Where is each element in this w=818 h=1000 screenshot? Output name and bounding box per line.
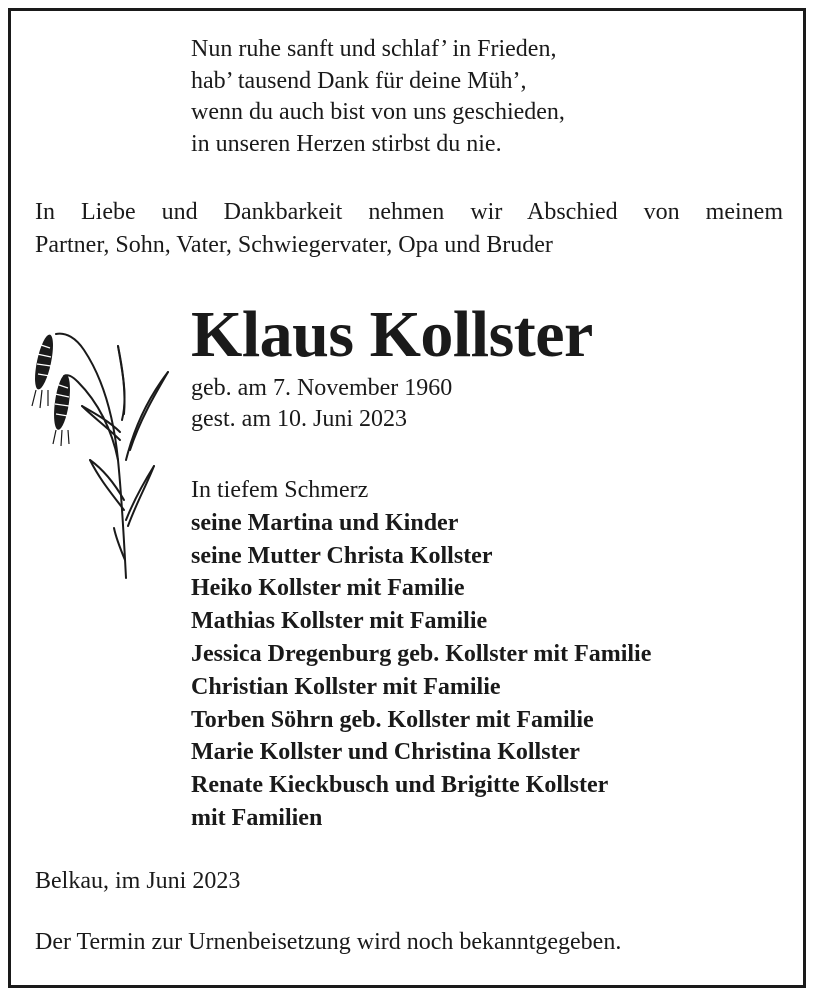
mourner-line: Jessica Dregenburg geb. Kollster mit Familie xyxy=(191,640,652,667)
poem-line: hab’ tausend Dank für deine Müh’, xyxy=(191,67,527,94)
mourner-line: Marie Kollster und Christina Kollster xyxy=(191,739,580,766)
death-date: gest. am 10. Juni 2023 xyxy=(191,406,407,432)
deceased-name: Klaus Kollster xyxy=(191,298,593,371)
mourner-line: seine Martina und Kinder xyxy=(191,509,459,536)
poem xyxy=(191,34,565,160)
poem-line: Nun ruhe sanft und schlaf’ in Frieden, xyxy=(191,36,557,62)
mourners-heading: In tiefem Schmerz xyxy=(191,477,369,503)
intro-text xyxy=(35,196,783,262)
birth-date: geb. am 7. November 1960 xyxy=(191,375,453,401)
poem-line: wenn du auch bist von uns geschieden, xyxy=(191,99,565,125)
funeral-note: Der Termin zur Urnenbeisetzung wird noch bekanntgegeben. xyxy=(35,929,622,955)
mourner-line: mit Familien xyxy=(191,804,323,831)
mourner-line: Christian Kollster mit Familie xyxy=(191,673,501,700)
mourner-line: Torben Söhrn geb. Kollster mit Familie xyxy=(191,706,594,733)
wheat-icon xyxy=(26,310,176,580)
mourners-block xyxy=(191,474,651,835)
place-date: Belkau, im Juni 2023 xyxy=(35,868,241,894)
intro-line: In Liebe und Dankbarkeit nehmen wir Abschied von meinem xyxy=(35,199,783,225)
mourner-line: Heiko Kollster mit Familie xyxy=(191,575,465,602)
life-dates xyxy=(191,373,452,435)
mourner-line: Mathias Kollster mit Familie xyxy=(191,608,488,635)
poem-line: in unseren Herzen stirbst du nie. xyxy=(191,130,502,157)
mourner-line: seine Mutter Christa Kollster xyxy=(191,542,493,569)
mourner-line: Renate Kieckbusch und Brigitte Kollster xyxy=(191,772,609,799)
intro-line: Partner, Sohn, Vater, Schwiegervater, Opa und Bruder xyxy=(35,232,553,258)
